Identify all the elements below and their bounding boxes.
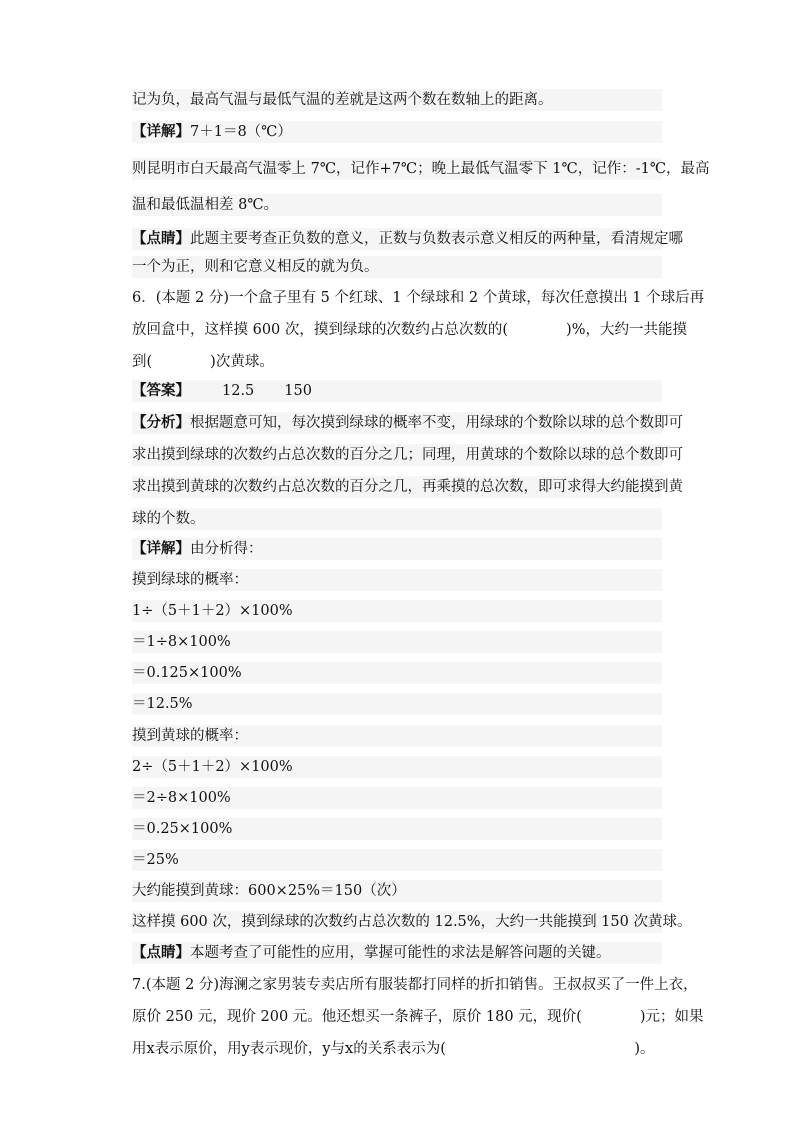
answer-value-1: 12.5 (222, 383, 255, 399)
analysis-tag: 【分析】 (132, 414, 190, 431)
text-line: 则昆明市白天最高气温零上 7℃，记作+7℃；晚上最低气温零下 1℃，记作：-1℃，最高 (132, 158, 662, 180)
formula-line: 1÷（5＋1＋2）×100% (132, 600, 662, 622)
detail-line (132, 538, 662, 560)
formula-line: ＝1÷8×100% (132, 631, 662, 653)
point-text: 本题考查了可能性的应用，掌握可能性的求法是解答问题的关键。 (190, 945, 611, 961)
text-line: 摸到绿球的概率： (132, 569, 662, 591)
text-line: 摸到黄球的概率： (132, 725, 662, 747)
question-7-line: 原价 250 元，现价 200 元。他还想买一条裤子，原价 180 元，现价( )元；如果 (132, 1009, 704, 1025)
formula-line: ＝12.5% (132, 693, 662, 715)
point-tag: 【点睛】 (132, 230, 190, 247)
analysis-line (132, 412, 683, 434)
formula-line: ＝25% (132, 849, 662, 871)
formula-line: 2÷（5＋1＋2）×100% (132, 756, 662, 778)
question-6-line: 6．(本题 2 分)一个盒子里有 5 个红球、1 个绿球和 2 个黄球，每次任意摸出 1 个球后再 (132, 290, 705, 306)
detail-tag: 【详解】 (132, 540, 190, 557)
text-line: 这样摸 600 次，摸到绿球的次数约占总次数的 12.5%，大约一共能摸到 150 次黄球。 (132, 911, 662, 933)
text-line: 一个为正，则和它意义相反的就为负。 (132, 256, 662, 278)
analysis-text: 根据题意可知，每次摸到绿球的概率不变，用绿球的个数除以球的总个数即可 (190, 415, 683, 431)
question-7-line: 7.(本题 2 分)海澜之家男装专卖店所有服装都打同样的折扣销售。王叔叔买了一件上衣， (132, 977, 698, 993)
detail-line (132, 121, 662, 143)
text-line: 求出摸到绿球的次数约占总次数的百分之几；同理，用黄球的个数除以球的总个数即可 (132, 444, 662, 466)
question-7-line: 用x表示原价，用y表示现价，y与x的关系表示为( )。 (132, 1041, 655, 1057)
text-line: 温和最低温相差 8℃。 (132, 194, 662, 216)
point-tag: 【点睛】 (132, 944, 190, 961)
answer-line (132, 380, 662, 402)
answer-value-2: 150 (284, 383, 312, 399)
text-line: 球的个数。 (132, 508, 662, 530)
formula-line: ＝0.125×100% (132, 662, 662, 684)
point-line (132, 228, 683, 250)
formula-line: ＝0.25×100% (132, 818, 662, 840)
question-6-line: 到( )次黄球。 (132, 354, 274, 370)
point-line (132, 942, 662, 964)
detail-text: 7＋1＝8（℃） (190, 124, 292, 140)
question-6-line: 放回盒中，这样摸 600 次，摸到绿球的次数约占总次数的( )%，大约一共能摸 (132, 322, 687, 338)
formula-line: 大约能摸到黄球：600×25%＝150（次） (132, 880, 662, 902)
detail-text: 由分析得： (190, 541, 263, 557)
text-line: 记为负，最高气温与最低气温的差就是这两个数在数轴上的距离。 (132, 89, 662, 111)
text-line: 求出摸到黄球的次数约占总次数的百分之几，再乘摸的总次数，即可求得大约能摸到黄 (132, 476, 662, 498)
detail-tag: 【详解】 (132, 123, 190, 140)
answer-tag: 【答案】 (132, 382, 190, 399)
formula-line: ＝2÷8×100% (132, 787, 662, 809)
point-text: 此题主要考查正负数的意义，正数与负数表示意义相反的两种量，看清规定哪 (190, 231, 683, 247)
